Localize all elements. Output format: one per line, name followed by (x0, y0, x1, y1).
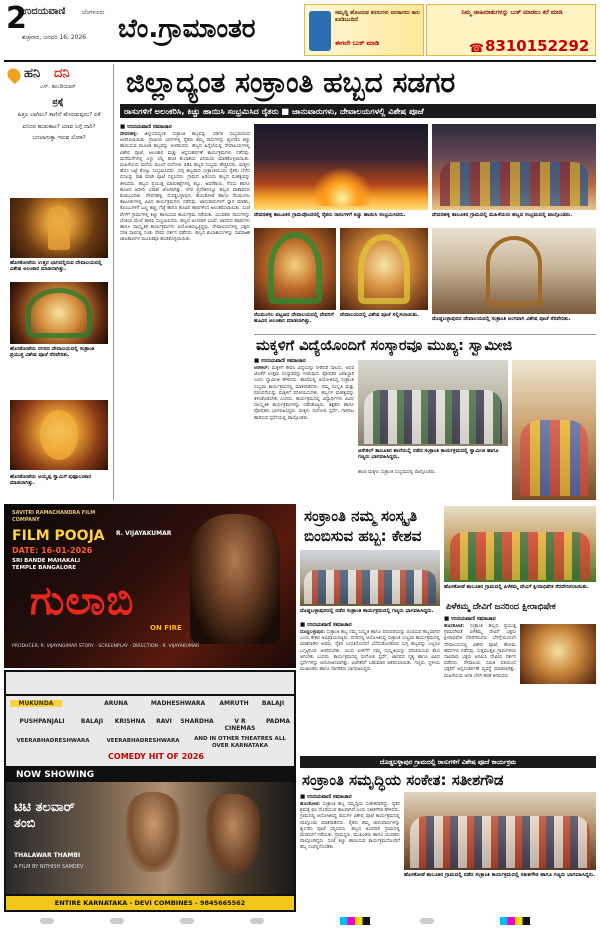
theatre-aruna: ARUNA (104, 700, 128, 707)
movie-tagline: ON FIRE (150, 624, 182, 632)
theatre-amruth: AMRUTH (219, 700, 249, 707)
film-pooja-label: FILM POOJA (12, 528, 105, 544)
theatre-madheshwara: MADHESHWARA (150, 700, 206, 707)
brand-dani: ದನಿ (54, 66, 70, 81)
section-title: ಬೆಂ.ಗ್ರಾಮಾಂತರ (118, 14, 256, 44)
other-theatres: AND IN OTHER THEATRES ALL OVER KARNATAKA (194, 736, 286, 749)
theatre-pushpanjali: PUSHPANJALI (19, 718, 65, 725)
story2-dateline: ಆನೇಕಲ್: (254, 366, 270, 371)
movie-credits: PRODUCER: R. VIJAYAKUMAR STORY - SCREENPLAY - DIRECTION - R. VIJAYAKUMAR (12, 644, 200, 649)
story3-photo-caption: ದೊಡ್ಡಬಳ್ಳಾಪುರದಲ್ಲಿ ನಡೆದ ಸಂಕ್ರಾಂತಿ ಕಾರ್ಯಕ್ರಮದಲ್ಲಿ ಗಣ್ಯರು ಭಾಗವಹಿಸಿದ್ದರು. (300, 608, 434, 614)
story2-byline: ■ ಉದಯವಾಣಿ ಸಮಾಚಾರ (254, 358, 306, 364)
theatre-padma: PADMA (265, 718, 291, 725)
film-director: A FILM BY NITHISH SAMDEV (14, 864, 84, 870)
story5-headline: ಸಂಕ್ರಾಂತಿ ಸಮೃದ್ಧಿಯ ಸಂಕೇತ: ಸತೀಶಗೌಡ (302, 771, 504, 789)
children-icon (520, 420, 588, 496)
theatre-strip-1 (6, 672, 294, 694)
story3-headline-1: ಸಂಕ್ರಾಂತಿ ನಮ್ಮ ಸಂಸ್ಕೃತಿ (304, 507, 418, 525)
story2-body-col3 (358, 470, 508, 500)
story4-body-text: ಸಂಕ್ರಾಂತಿ ಹಬ್ಬದ ಪ್ರಯುಕ್ತ ಗ್ರಾಮದೇವತೆ ಪಿಳೆಕಮ್ಮ ದೇವಿಗೆ ಭಕ್ತರು ಕ್ಷೀರಾಭಿಷೇಕ ನೆರವೇರಿಸಿದರು. ಬೆಳಗ್ಗೆಯಿಂದಲೇ ದೇವಾಲಯದಲ್ಲಿ ವಿಶೇಷ ಪೂಜೆ, ಹೋಮ ಹವನಗಳು ನಡೆದವು. ಸುತ್ತಮುತ್ತಲ ಗ್ರಾಮಗಳಿಂದ ಸಾವಿರಾರು ಭಕ್ತರು ಆಗಮಿಸಿ ದೇವಿಯ ದರ್ಶನ ಪಡೆದರು. ದೇವಾಲಯ ಸಮಿತಿ ವತಿಯಿಂದ ಭಕ್ತರಿಗೆ ಅನ್ನಸಂತರ್ಪಣೆ ವ್ಯವಸ್ಥೆ ಮಾಡಲಾಗಿತ್ತು. ಮಹಿಳೆಯರು ಆರತಿ ಬೆಳಗಿ ಹರಕೆ ತೀರಿಸಿದರು. (444, 624, 516, 679)
ad-2-text: ನಿಮ್ಮ ಜಾಹೀರಾತುಗಳನ್ನು ಬುಕ್ ಮಾಡಲು ಕರೆ ಮಾಡಿ (461, 9, 563, 16)
pooja-date: DATE: 16-01-2026 (12, 546, 93, 555)
idol-shape-icon (48, 206, 70, 250)
story4-byline: ■ ಉದಯವಾಣಿ ಸಮಾಚಾರ (444, 616, 496, 622)
lead-photo-bonfire (254, 124, 428, 210)
phone-graphic-icon (309, 11, 331, 51)
theatre-balaji-2: BALAJI (80, 718, 104, 725)
author-name: ಎಸ್. ಹುಂಡಿಯಾರ್ (40, 84, 76, 90)
ad-footer: ENTIRE KARNATAKA - DEVI COMBINES - 9845665562 (6, 896, 294, 910)
people-silhouette-icon (440, 162, 588, 206)
lead-headline: ಜಿಲ್ಲಾದ್ಯಂತ ಸಂಕ್ರಾಂತಿ ಹಬ್ಬದ ಸಡಗರ (126, 66, 456, 99)
movie-ad-gulabi[interactable] (4, 504, 296, 668)
film-title-english: THALAWAR THAMBI (14, 852, 81, 859)
story2-photo-caption: ಆನೇಕಲ್ ತಾಲೂಕಿನ ಶಾಲೆಯಲ್ಲಿ ನಡೆದ ಸಂಕ್ರಾಂತಿ ಕಾರ್ಯಕ್ರಮದಲ್ಲಿ ಸ್ವಾಮೀಜಿ ಹಾಗೂ ಗಣ್ಯರು ಭಾಗವಹಿಸಿದ್ದರು. (358, 448, 499, 461)
story3-byline: ■ ಉದಯವಾಣಿ ಸಮಾಚಾರ (300, 622, 352, 628)
story2-headline: ಮಕ್ಕಳಿಗೆ ವಿದ್ಯೆಯೊಂದಿಗೆ ಸಂಸ್ಕಾರವೂ ಮುಖ್ಯ: ಸ್ವಾಮೀಜಿ (256, 338, 513, 354)
masthead-ad-1[interactable] (304, 4, 424, 56)
story3-photo (300, 550, 440, 606)
lead-photo-temple (432, 228, 596, 314)
lead-dateline: ದೇವನಹಳ್ಳಿ: (120, 132, 138, 137)
theatre-vr-cinemas: V R CINEMAS (224, 718, 256, 732)
story2-body-text: ಮಕ್ಕಳಿಗೆ ಕೇವಲ ವಿದ್ಯೆಯನ್ನು ನೀಡಿದರೆ ಸಾಲದು, ಅದರ ಜೊತೆಗೆ ಉತ್ತಮ ಸಂಸ್ಕಾರವನ್ನು ನೀಡುವುದು ಪೋಷಕರ ಜವಾಬ್ದಾರಿ ಎಂದು ಸ್ವಾಮೀಜಿ ಹೇಳಿದರು. ಶಾಲೆಯಲ್ಲಿ ಆಯೋಜಿಸಿದ್ದ ಸಂಕ್ರಾಂತಿ ಸಂಭ್ರಮ ಕಾರ್ಯಕ್ರಮದಲ್ಲಿ ಮಾತನಾಡಿದರು. ನಮ್ಮ ಸಂಸ್ಕೃತಿ ಮತ್ತು ಪರಂಪರೆಯನ್ನು ಮಕ್ಕಳಿಗೆ ಪರಿಚಯಿಸಬೇಕು. ಹಬ್ಬಗಳ ಮಹತ್ವವನ್ನು ತಿಳಿಸಿಕೊಡಬೇಕು ಎಂದರು. ಕಾರ್ಯಕ್ರಮದಲ್ಲಿ ವಿದ್ಯಾರ್ಥಿಗಳು ವಿವಿಧ ಸಾಂಸ್ಕೃತಿಕ ಕಾರ್ಯಕ್ರಮಗಳನ್ನು ನಡೆಸಿಕೊಟ್ಟರು. ಶಿಕ್ಷಕರು ಹಾಗೂ ಪೋಷಕರು ಭಾಗವಹಿಸಿದ್ದರು. ಮಕ್ಕಳು ರಂಗೋಲಿ ಸ್ಪರ್ಧೆ, ಗಾಳಿಪಟ ಹಾರಿಸುವ ಸ್ಪರ್ಧೆಯಲ್ಲಿ ಪಾಲ್ಗೊಂಡರು. (254, 366, 354, 421)
cmyk-mark-icon (500, 917, 530, 925)
story3-headline-2: ಬಿಂಬಿಸುವ ಹಬ್ಬ: ಕೇಶವ (304, 527, 422, 545)
film-title-kannada: ಟಿಟಿ ತಲವಾರ್ ತಂಬಿ (14, 800, 75, 831)
paper-name: ಉದಯವಾಣಿ (22, 6, 66, 17)
fire-flame-icon (314, 168, 370, 206)
lead-photo-crowd (432, 124, 596, 210)
sidebar-column (4, 64, 114, 500)
question-text: ಹಿತ್ತಲ ಬಾಗಿಲು? ಕಾಣಿದೆ ಹೊರಡುವುದು? ಏಕೆ ಏನಿದರ ಹುಡುಕಾಟ? ಯಾವ ಬಗ್ಗೆ ದಾರಿ? ಬದಲಾಗುತ್ತಾ ಇರುವ ಲೋಕ? (17, 112, 101, 141)
lead-caption-1: ದೇವನಹಳ್ಳಿ ತಾಲೂಕಿನ ಗ್ರಾಮವೊಂದರಲ್ಲಿ ರೈತರು ರಾಸುಗಳಿಗೆ ಕಿಚ್ಚು ಹಾಯಿಸಿ ಸಂಭ್ರಮಿಸಿದರು. (254, 212, 406, 218)
theatre-krishna: KRISHNA (114, 718, 146, 725)
garland-icon (268, 232, 322, 304)
story3-body (300, 630, 440, 752)
lead-photo-idol-2 (340, 228, 428, 310)
registration-dot-icon (420, 918, 434, 924)
brand-honey: ಹನಿ (24, 66, 41, 81)
sidebar-photo-2 (10, 282, 108, 344)
story4-dateline: ಹೊಸಕೋಟೆ: (444, 624, 465, 629)
masthead-rule (4, 60, 596, 62)
story5-body (300, 802, 400, 912)
theatre-ravi: RAVI (156, 718, 172, 725)
question-heading: ಪ್ರಶ್ನೆ (52, 97, 64, 106)
lead-body (120, 132, 250, 498)
story5-photo (404, 792, 596, 870)
flower-garland-icon (358, 234, 410, 304)
lead-actor-face (126, 792, 180, 872)
venue-text: SRI BANDE MAHAKALI TEMPLE BANGALORE (12, 558, 81, 571)
story2-side-photo (512, 360, 596, 500)
masthead-ad-2[interactable] (426, 4, 596, 56)
devotees-icon (450, 532, 590, 580)
dignitaries-icon (304, 570, 436, 604)
ad-1-text: ಸಮೃದ್ಧಿ ಹೊಂದುವ ಕನಸುಗಳು ನನಸಾಗಲು ಕಾಲ ಕೂಡಿಬಂದಿದೆ (335, 10, 420, 23)
now-showing-label: NOW SHOWING (16, 770, 95, 780)
story5-kicker: ದೊಡ್ಡಬಳ್ಳಾಪುರ ಗ್ರಾಮದಲ್ಲಿ ರಾಸುಗಳಿಗೆ ವಿಶೇಷ ಪೂಜೆ ಕಾರ್ಯಕ್ರಮ (300, 756, 596, 768)
sidebar-photo-1 (10, 198, 108, 258)
second-actor-face (206, 794, 260, 874)
lead-photo-idol-1 (254, 228, 336, 310)
ad-1-highlight: ಈಗಲೇ ಬುಕ್ ಮಾಡಿ (335, 39, 380, 47)
page-number: 2 (6, 1, 27, 36)
story2-photo (358, 360, 508, 446)
registration-dot-icon (250, 918, 264, 924)
company-name: SAVITRI RAMACHANDRA FILM COMPANY (12, 510, 96, 523)
story5-body-text: ಸಂಕ್ರಾಂತಿ ಹಬ್ಬ ಸಮೃದ್ಧಿಯ ಸಂಕೇತವಾಗಿದ್ದು, ರೈತರ ಶ್ರಮಕ್ಕೆ ಫಲ ದೊರೆಯುವ ಕಾಲವಾಗಿದೆ ಎಂದು ಸತೀಶಗೌಡ ಹೇಳಿದರು. ಗ್ರಾಮದಲ್ಲಿ ಆಯೋಜಿಸಿದ್ದ ರಾಸುಗಳ ವಿಶೇಷ ಪೂಜೆ ಕಾರ್ಯಕ್ರಮದಲ್ಲಿ ಪಾಲ್ಗೊಂಡು ಮಾತನಾಡಿದರು. ರೈತರು ತಮ್ಮ ಜಾನುವಾರುಗಳನ್ನು ಶೃಂಗರಿಸಿ ಪೂಜೆ ಸಲ್ಲಿಸಿದರು. ಹಬ್ಬದ ಅಂಗವಾಗಿ ಗ್ರಾಮದಲ್ಲಿ ಮೆರವಣಿಗೆ ನಡೆಯಿತು. ಗ್ರಾಮಸ್ಥರು, ಮುಖಂಡರು ಹಾಗೂ ಯುವಕರು ಪಾಲ್ಗೊಂಡಿದ್ದರು. ಸಂಜೆ ಕಿಚ್ಚು ಹಾಯಿಸುವ ಕಾರ್ಯಕ್ರಮದೊಂದಿಗೆ ಹಬ್ಬ ಸಂಪನ್ನಗೊಂಡಿತು. (300, 802, 400, 851)
honey-drop-icon (5, 66, 23, 84)
theatre-veerabhadreshwara-1: VEERABHADRESHWARA (16, 738, 90, 744)
story4-photo-caption: ಹೊಸಕೋಟೆ ತಾಲೂಕಿನ ಗ್ರಾಮದಲ್ಲಿ ಪಿಳೆಕಮ್ಮ ದೇವಿಗೆ ಕ್ಷೀರಾಭಿಷೇಕ ನೆರವೇರಿಸಲಾಯಿತು. (444, 584, 589, 590)
story3-body-text: ಸಂಕ್ರಾಂತಿ ಹಬ್ಬ ನಮ್ಮ ಸಂಸ್ಕೃತಿ ಹಾಗೂ ಪರಂಪರೆಯನ್ನು ಬಿಂಬಿಸುವ ಹಬ್ಬವಾಗಿದೆ ಎಂದು ಕೇಶವ ಅಭಿಪ್ರಾಯಪಟ್ಟರು. ನಗರದಲ್ಲಿ ಆಯೋಜಿಸಿದ್ದ ಸಂಕ್ರಾಂತಿ ಸಂಭ್ರಮ ಕಾರ್ಯಕ್ರಮದಲ್ಲಿ ಮಾತನಾಡಿದ ಅವರು, ರೈತರ ಬದುಕಿನೊಂದಿಗೆ ಬೆಸೆದುಕೊಂಡಿರುವ ಸುಗ್ಗಿ ಹಬ್ಬವನ್ನು ಎಲ್ಲರೂ ಒಗ್ಗಟ್ಟಿನಿಂದ ಆಚರಿಸಬೇಕು. ಯುವ ಪೀಳಿಗೆಗೆ ನಮ್ಮ ಸಂಸ್ಕೃತಿಯನ್ನು ಪರಿಚಯಿಸುವ ಕೆಲಸ ಆಗಬೇಕು ಎಂದರು. ಕಾರ್ಯಕ್ರಮದಲ್ಲಿ ರಂಗೋಲಿ ಸ್ಪರ್ಧೆ, ಜಾನಪದ ನೃತ್ಯ ಹಾಗೂ ವಿವಿಧ ಸ್ಪರ್ಧೆಗಳನ್ನು ಆಯೋಜಿಸಲಾಗಿತ್ತು. ವಿಜೇತರಿಗೆ ಬಹುಮಾನ ವಿತರಿಸಲಾಯಿತು. ಗಣ್ಯರು, ಸ್ಥಳೀಯ ಮುಖಂಡರು ಹಾಗೂ ನಾಗರಿಕರು ಭಾಗವಹಿಸಿದ್ದರು. (300, 630, 440, 673)
story5-byline: ■ ಉದಯವಾಣಿ ಸಮಾಚಾರ (300, 794, 352, 800)
garland-shape-icon (26, 288, 92, 338)
lead-body-text: ಜಿಲ್ಲೆಯಾದ್ಯಂತ ಸಂಕ್ರಾಂತಿ ಹಬ್ಬವನ್ನು ಸಡಗರ ಸಂಭ್ರಮದಿಂದ ಆಚರಿಸಲಾಯಿತು. ಗ್ರಾಮೀಣ ಭಾಗಗಳಲ್ಲಿ ರೈತರು ತಮ್ಮ ರಾಸುಗಳನ್ನು ಶೃಂಗರಿಸಿ ಕಿಚ್ಚು ಹಾಯಿಸುವ ಮೂಲಕ ಹಬ್ಬವನ್ನು ಆಚರಿಸಿದರು. ಹಬ್ಬದ ಹಿನ್ನೆಲೆಯಲ್ಲಿ ದೇವಾಲಯಗಳಲ್ಲಿ ವಿಶೇಷ ಪೂಜೆ, ಅಲಂಕಾರ ಮತ್ತು ಅನ್ನಸಂತರ್ಪಣೆ ಕಾರ್ಯಕ್ರಮಗಳು ನಡೆದವು. ಮನೆಮನೆಗಳಲ್ಲಿ ಎಳ್ಳು ಬೆಲ್ಲ ಹಂಚಿ ಶುಭಾಶಯ ವಿನಿಮಯ ಮಾಡಿಕೊಳ್ಳಲಾಯಿತು. ಮಹಿಳೆಯರು ಮನೆಯ ಮುಂದೆ ರಂಗೋಲಿ ಬಿಡಿಸಿ ಹಬ್ಬದ ಸಂಭ್ರಮ ಹೆಚ್ಚಿಸಿದರು. ಮಕ್ಕಳು ಹೊಸ ಬಟ್ಟೆ ತೊಟ್ಟು ಸಂಭ್ರಮಿಸಿದರು. ಸುಗ್ಗಿ ಹಬ್ಬವಾದ ಸಂಕ್ರಾಂತಿಯಂದು ರೈತರು ಬೆಳೆದ ಫಸಲನ್ನು ರಾಶಿ ಮಾಡಿ ಪೂಜೆ ಸಲ್ಲಿಸಿದರು. ಗ್ರಾಮದ ಹಿರಿಯರು ಹಬ್ಬದ ಮಹತ್ವವನ್ನು ತಿಳಿಸಿದರು. ಹಬ್ಬದ ಪ್ರಯುಕ್ತ ಮಾರುಕಟ್ಟೆಗಳಲ್ಲಿ ಕಬ್ಬು, ಅವರೆಕಾಯಿ, ಗೆಣಸು ಹಾಗೂ ಹೂವಿನ ಖರೀದಿ ಭರಾಟೆ ಜೋರಾಗಿತ್ತು. ನಗರ ಪ್ರದೇಶದಲ್ಲೂ ಹಬ್ಬದ ವಾತಾವರಣ ಕಂಡುಬಂದಿತು. ದೇವನಹಳ್ಳಿ, ದೊಡ್ಡಬಳ್ಳಾಪುರ, ಹೊಸಕೋಟೆ ಹಾಗೂ ನೆಲಮಂಗಲ ತಾಲೂಕುಗಳಲ್ಲಿ ವಿವಿಧ ಕಾರ್ಯಕ್ರಮಗಳು ನಡೆದವು. ಜಾನುವಾರುಗಳಿಗೆ ಸ್ನಾನ ಮಾಡಿಸಿ, ಕೊಂಬುಗಳಿಗೆ ಬಣ್ಣ ಹಚ್ಚಿ, ಗೆಜ್ಜೆ ಹಾಗೂ ಹೂವಿನ ಹಾರಗಳಿಂದ ಅಲಂಕರಿಸಲಾಯಿತು. ಸಂಜೆ ವೇಳೆಗೆ ಗ್ರಾಮಗಳಲ್ಲಿ ಕಿಚ್ಚು ಹಾಯಿಸುವ ಕಾರ್ಯಕ್ರಮ ನಡೆಯಿತು. ಯುವಕರು ರಾಸುಗಳನ್ನು ಬೆಂಕಿಯ ಮೇಲೆ ಹಾರಿಸಿ ಸಂಭ್ರಮಿಸಿದರು. ಹಬ್ಬದ ಅಂಗವಾಗಿ ಭಜನೆ, ಜಾನಪದ ಹಾಡುಗಳು ಹಾಗೂ ಸಾಂಸ್ಕೃತಿಕ ಕಾರ್ಯಕ್ರಮಗಳು ಆಯೋಜಿಸಲ್ಪಟ್ಟಿದ್ದವು. ದೇವಾಲಯಗಳಲ್ಲಿ ಭಕ್ತರು ಸರತಿ ಸಾಲಿನಲ್ಲಿ ನಿಂತು ದೇವರ ದರ್ಶನ ಪಡೆದರು. ಹಬ್ಬದ ಶುಭಾಶಯಗಳನ್ನು ಸಾಮಾಜಿಕ ಜಾಲತಾಣಗಳ ಮೂಲಕವೂ ಹಂಚಿಕೊಳ್ಳಲಾಯಿತು. (120, 132, 250, 243)
story4-body (444, 624, 516, 752)
temple-arch-icon (486, 236, 542, 306)
sidebar-caption-3: ಹೊಸಕೋಟೆಯ ಅಯ್ಯಪ್ಪ ಸ್ವಾಮಿಗೆ ಪುಷ್ಪಾಲಂಕಾರ ಮಾಡಲಾಗಿತ್ತು. (10, 474, 92, 487)
story2-side-caption: ಶಾಲಾ ಮಕ್ಕಳು ಸಂಕ್ರಾಂತಿ ಸಂಭ್ರಮದಲ್ಲಿ ಪಾಲ್ಗೊಂಡರು. (358, 470, 437, 475)
story3-dateline: ದೊಡ್ಡಬಳ್ಳಾಪುರ: (300, 630, 326, 635)
theatre-balaji-1: BALAJI (261, 700, 285, 707)
story4-photo (444, 506, 596, 582)
ad-phone-number: 8310152292 (485, 37, 590, 55)
movie-title: ಗುಲಾಬಿ (30, 578, 135, 624)
sidebar-photo-3 (10, 400, 108, 470)
lead-subhead: ರಾಸುಗಳಿಗೆ ಅಲಂಕರಿಸಿ, ಕಿಚ್ಚು ಹಾಯಿಸಿ ಸಂಭ್ರಮಿಸಿದ ರೈತರು ■ ಜಾನುವಾರುಗಳು, ದೇವಾಲಯಗಳಲ್ಲಿ ವಿಶೇಷ ಪೂಜೆ (120, 104, 596, 118)
film-poster (6, 782, 294, 894)
theatre-shardha: SHARDHA (180, 718, 214, 725)
group-people-icon (364, 390, 502, 444)
theatres-ad[interactable] (4, 670, 296, 912)
cattle-people-icon (410, 816, 590, 868)
registration-dot-icon (40, 918, 54, 924)
story4-photo-2 (520, 624, 596, 684)
lead-caption-4: ದೇವಾಲಯದಲ್ಲಿ ವಿಶೇಷ ಪೂಜೆ ಸಲ್ಲಿಸಲಾಯಿತು. (340, 312, 420, 318)
comedy-hit-label: COMEDY HIT OF 2026 (108, 752, 204, 761)
actor-name: R. VIJAYAKUMAR (116, 530, 172, 537)
theatre-grid (6, 696, 294, 766)
lead-caption-5: ದೊಡ್ಡಬಳ್ಳಾಪುರದ ದೇವಾಲಯದಲ್ಲಿ ಸಂಕ್ರಾಂತಿ ಅಂಗವಾಗಿ ವಿಶೇಷ ಪೂಜೆ ನೆರವೇರಿತು. (432, 316, 571, 322)
lead-caption-3: ನೆಲಮಂಗಲ ಪಟ್ಟಣದ ದೇವಾಲಯದಲ್ಲಿ ದೇವರಿಗೆ ಹೂವಿನ ಅಲಂಕಾರ ಮಾಡಲಾಗಿತ್ತು. (254, 312, 334, 325)
cmyk-mark-icon (340, 917, 370, 925)
print-registration-strip (0, 914, 600, 928)
sidebar-caption-2: ಹೊಸಕೋಟೆಯ ನಗರದ ದೇವಾಲಯದಲ್ಲಿ ಸಂಕ್ರಾಂತಿ ಪ್ರಯುಕ್ತ ವಿಶೇಷ ಪೂಜೆ ನೆರವೇರಿತು. (10, 346, 95, 359)
lead-byline: ■ ಉದಯವಾಣಿ ಸಮಾಚಾರ (120, 124, 172, 130)
issue-date: ಶುಕ್ರವಾರ, ಜನವರಿ 16, 2026 (22, 34, 87, 41)
sidebar-caption-1: ಹೊಸಕೋಟೆಯ ಉತ್ತರ ಭಾಗದಲ್ಲಿರುವ ದೇವಾಲಯದಲ್ಲಿ ವಿಶೇಷ ಅಲಂಕಾರ ಮಾಡಲಾಗಿತ್ತು. (10, 260, 102, 273)
lead-caption-2: ದೇವನಹಳ್ಳಿ ತಾಲೂಕಿನ ಗ್ರಾಮದಲ್ಲಿ ಮಹಿಳೆಯರು ಹಬ್ಬದ ಸಂಭ್ರಮದಲ್ಲಿ ಪಾಲ್ಗೊಂಡರು. (432, 212, 573, 218)
flower-decor-icon (40, 410, 78, 460)
actor-portrait (190, 514, 280, 644)
story5-photo-caption: ಹೊಸಕೋಟೆ ತಾಲೂಕಿನ ಗ್ರಾಮದಲ್ಲಿ ನಡೆದ ಸಂಕ್ರಾಂತಿ ಕಾರ್ಯಕ್ರಮದಲ್ಲಿ ಸತೀಶಗೌಡ ಹಾಗೂ ಗಣ್ಯರು ಭಾಗವಹಿಸಿದ್ದರು. (404, 872, 596, 878)
story4-headline: ಪಿಳೆಕಮ್ಮ ದೇವಿಗೆ ಜನರಿಂದ ಕ್ಷೀರಾಭಿಷೇಕ (446, 602, 556, 612)
story5-dateline: ಹೊಸಕೋಟೆ: (300, 802, 321, 807)
registration-dot-icon (110, 918, 124, 924)
edition-label: ಬೆಂಗಳೂರು (82, 9, 105, 16)
theatre-veerabhadreshwara-2: VEERABHADRESHWARA (106, 738, 180, 744)
phone-icon: ☎ (469, 41, 484, 55)
theatre-mukunda: MUKUNDA (10, 700, 62, 707)
story2-rule (254, 334, 596, 335)
registration-dot-icon (180, 918, 194, 924)
story2-body (254, 366, 354, 500)
